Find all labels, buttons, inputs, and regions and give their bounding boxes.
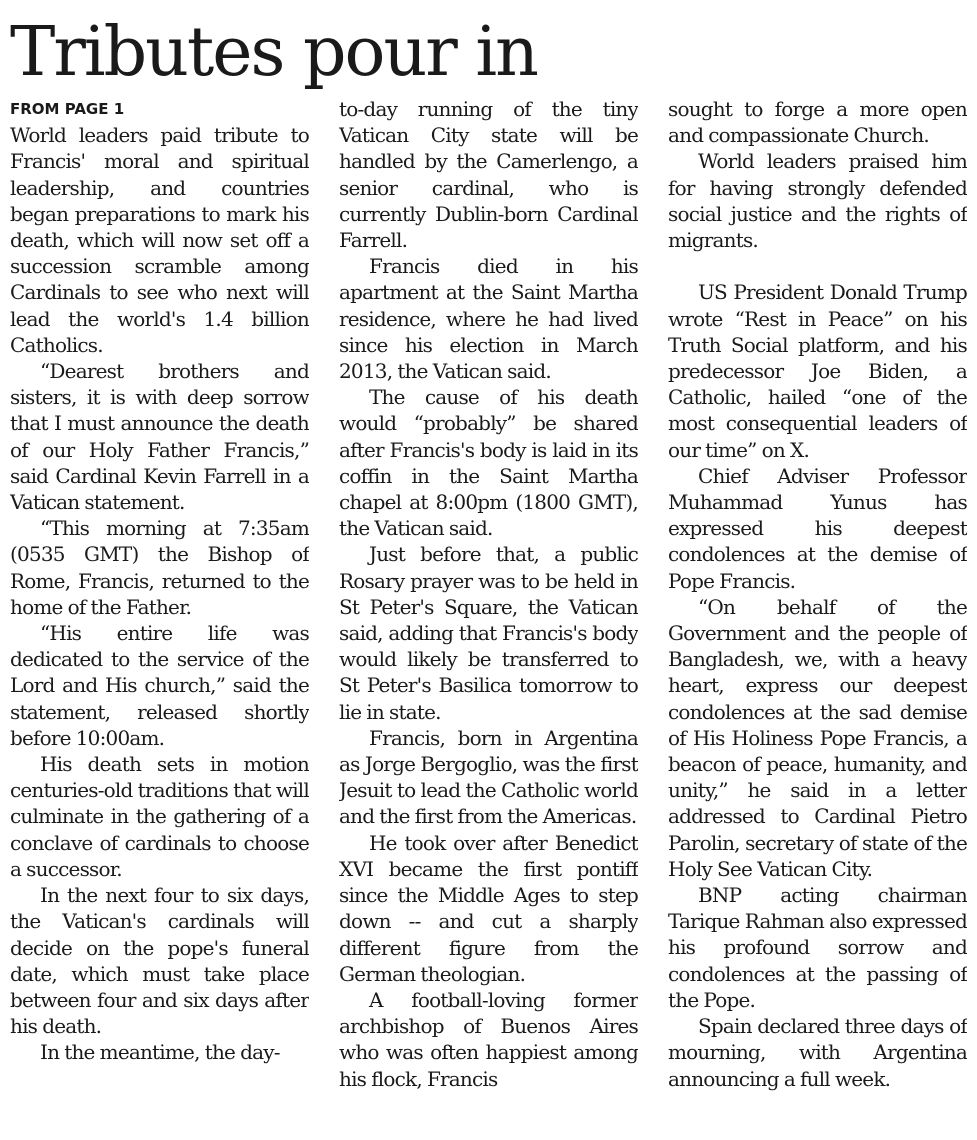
paragraph: A football-loving former archbishop of Buenos Aires who was often happiest among his flock, Francis xyxy=(339,987,638,1091)
paragraph: to-day running of the tiny Vatican City state will be handled by the Camerlengo, a senior cardinal, who is currently Dublin-born Cardinal Farrell. xyxy=(339,97,638,253)
paragraph: In the next four to six days, the Vatican's cardinals will decide on the pope's funeral date, which must take place between four and six days after his death. xyxy=(10,883,309,1039)
paragraph: sought to forge a more open and compassionate Church. xyxy=(668,97,967,148)
headline: Tributes pour in xyxy=(10,13,537,92)
paragraph: Francis died in his apartment at the Saint Martha residence, where he had lived since his election in March 2013, the Vatican said. xyxy=(339,254,638,384)
paragraph: The cause of his death would “probably” be shared after Francis's body is laid in its coffin in the Saint Martha chapel at 8:00pm (1800 GMT), the Vatican said. xyxy=(339,385,638,541)
paragraph: In the meantime, the day- xyxy=(40,1040,280,1065)
paragraph: Chief Adviser Professor Muhammad Yunus has expressed his deepest condolences at the demise of Pope Francis. xyxy=(668,463,967,593)
paragraph: “On behalf of the Government and the people of Bangladesh, we, with a heavy heart, express our deepest condolences at the sad demise of His Holiness Pope Francis, a beacon of peace, humanity, and unity,” he said in a letter addressed to Cardinal Pietro Parolin, secretary of state of the Holy See Vatican City. xyxy=(668,594,967,881)
paragraph: “This morning at 7:35am (0535 GMT) the Bishop of Rome, Francis, returned to the home of the Father. xyxy=(10,516,309,619)
paragraph: US President Donald Trump wrote “Rest in Peace” on his Truth Social platform, and his predecessor Joe Biden, a Catholic, hailed “one of the most consequential leaders of our time” on X. xyxy=(668,280,967,462)
paragraph: Francis, born in Argentina as Jorge Bergoglio, was the first Jesuit to lead the Catholic world and the first from the Americas. xyxy=(339,725,638,829)
paragraph: “Dearest brothers and sisters, it is with deep sorrow that I must announce the death of our Holy Father Francis,” said Cardinal Kevin Farrell in a Vatican statement. xyxy=(10,359,309,515)
paragraph: BNP acting chairman Tarique Rahman also expressed his profound sorrow and condolences at the passing of the Pope. xyxy=(668,883,967,1012)
paragraph: Spain declared three days of mourning, with Argentina announcing a full week. xyxy=(668,1014,967,1091)
paragraph: Just before that, a public Rosary prayer was to be held in St Peter's Square, the Vatican said, adding that Francis's body would likely be transferred to St Peter's Basilica tomorrow to lie in state. xyxy=(339,542,638,724)
paragraph: “His entire life was dedicated to the service of the Lord and His church,” said the statement, released shortly before 10:00am. xyxy=(10,621,309,750)
article-column-1 xyxy=(10,96,309,1136)
continued-from-label: FROM PAGE 1 xyxy=(10,100,125,118)
article-column-2 xyxy=(339,96,638,1136)
article-column-3 xyxy=(668,96,967,1136)
paragraph: His death sets in motion centuries-old traditions that will culminate in the gathering of a conclave of cardinals to choose a successor. xyxy=(10,752,309,881)
paragraph: World leaders praised him for having strongly defended social justice and the rights of migrants. xyxy=(668,149,967,253)
paragraph: World leaders paid tribute to Francis' moral and spiritual leadership, and countries began preparations to mark his death, which will now set off a succession scramble among Cardinals to see who next will lead the world's 1.4 billion Catholics. xyxy=(10,123,309,357)
paragraph: He took over after Benedict XVI became the first pontiff since the Middle Ages to step down -- and cut a sharply different figure from the German theologian. xyxy=(339,830,638,986)
